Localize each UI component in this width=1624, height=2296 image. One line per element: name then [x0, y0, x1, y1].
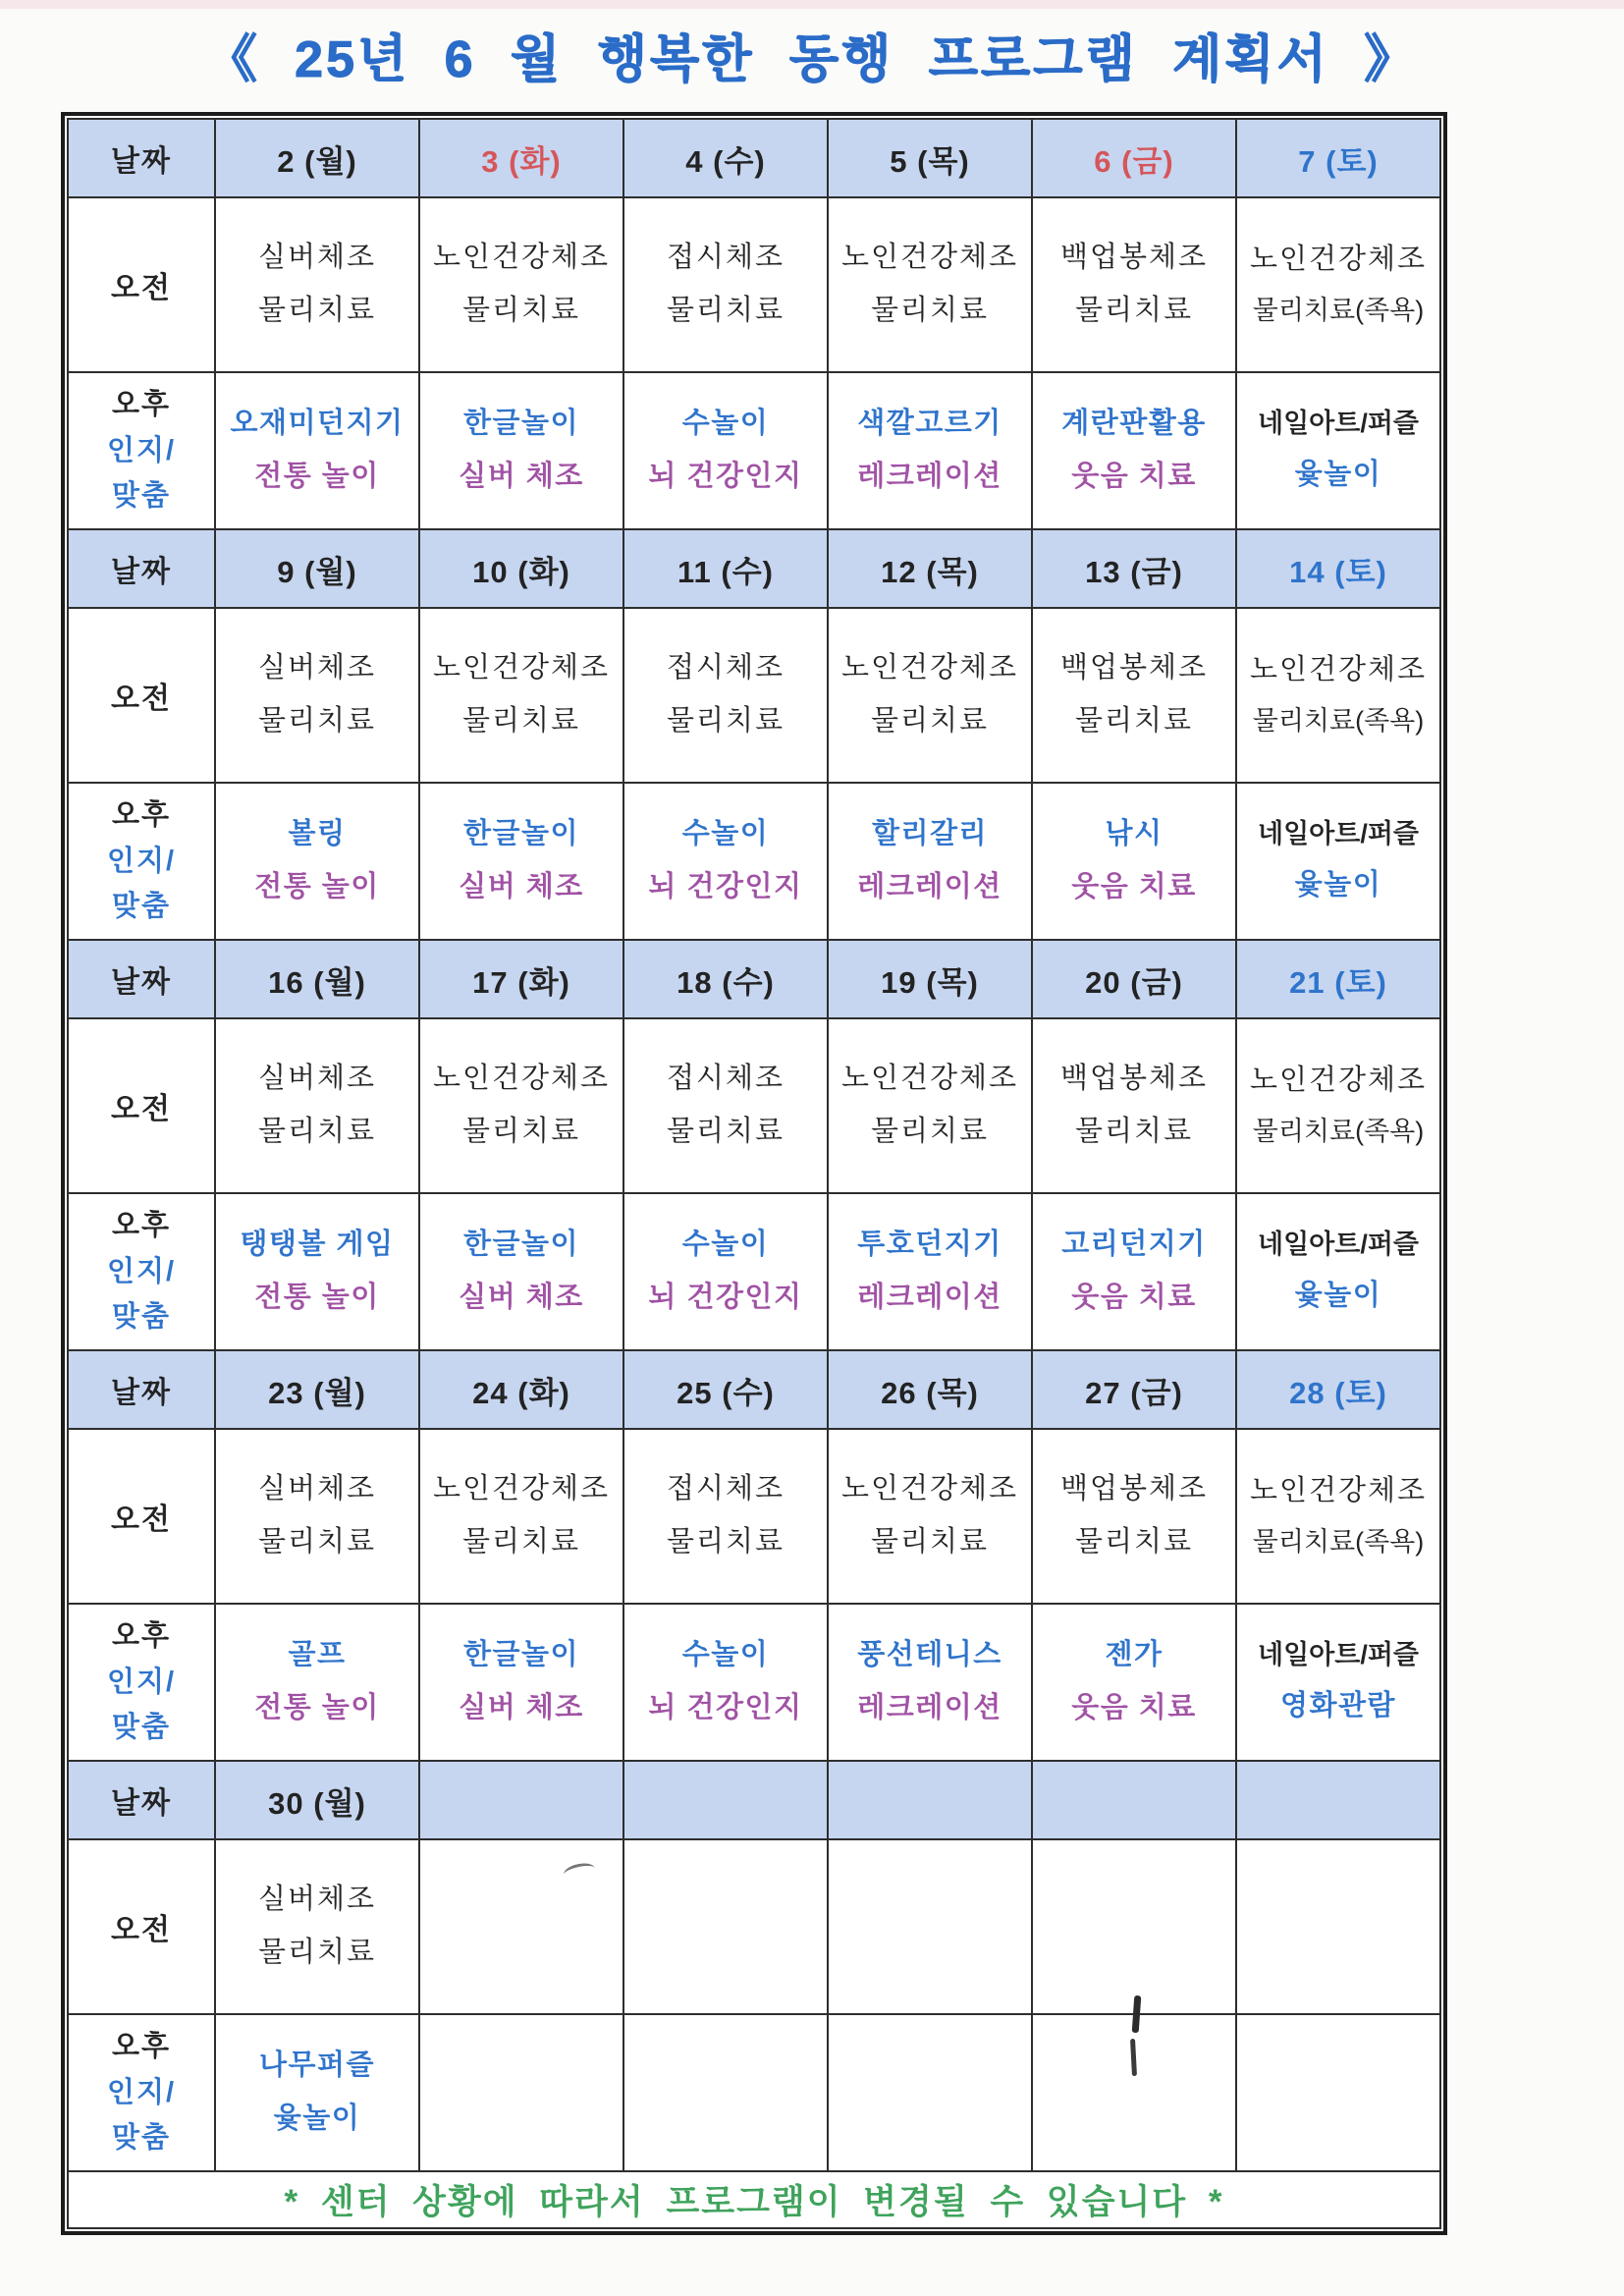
afternoon-row-week-4 — [68, 1604, 1440, 1761]
morning-cell — [215, 608, 419, 783]
afternoon-activity-2: 실버 체조 — [459, 871, 584, 902]
afternoon-cell — [1032, 783, 1236, 940]
schedule-body — [68, 119, 1440, 2171]
afternoon-activity-1: 투호던지기 — [857, 1229, 1002, 1261]
morning-cell — [419, 1429, 623, 1604]
date-row-week-4 — [68, 1350, 1440, 1429]
date-cell: 20 (금) — [1032, 940, 1236, 1018]
afternoon-activity-1: 풍선테니스 — [857, 1639, 1002, 1671]
date-row-label: 날짜 — [68, 940, 215, 1018]
morning-activity: 접시체조 — [666, 1473, 785, 1505]
afternoon-activity-2: 실버 체조 — [459, 461, 584, 492]
date-cell: 2 (월) — [215, 119, 419, 197]
afternoon-cell — [623, 1193, 828, 1350]
morning-cell — [828, 608, 1032, 783]
afternoon-label-line: 맞춤 — [111, 480, 172, 513]
afternoon-activity-1: 한글놀이 — [462, 1229, 580, 1261]
morning-cell — [1032, 197, 1236, 372]
morning-row-week-2 — [68, 608, 1440, 783]
date-cell: 24 (화) — [419, 1350, 623, 1429]
morning-activity: 물리치료 — [1074, 705, 1194, 737]
afternoon-cell — [1236, 2014, 1440, 2171]
morning-activity: 물리치료 — [461, 1116, 581, 1147]
date-cell: 25 (수) — [623, 1350, 828, 1429]
morning-row-week-4 — [68, 1429, 1440, 1604]
date-cell — [623, 1761, 828, 1839]
date-cell: 12 (목) — [828, 529, 1032, 608]
schedule-footer — [68, 2171, 1440, 2228]
date-cell: 19 (목) — [828, 940, 1032, 1018]
morning-cell — [623, 1429, 828, 1604]
schedule-table-wrapper — [61, 112, 1447, 2235]
scan-ink-stroke — [1130, 2039, 1137, 2076]
afternoon-cell — [623, 2014, 828, 2171]
afternoon-activity-2: 뇌 건강인지 — [648, 1692, 803, 1723]
date-cell: 6 (금) — [1032, 119, 1236, 197]
afternoon-activity-1: 오재미던지기 — [230, 408, 405, 440]
morning-cell — [623, 1839, 828, 2014]
afternoon-cell — [215, 783, 419, 940]
afternoon-label-line: 인지/ — [106, 434, 177, 466]
morning-activity: 물리치료 — [666, 1116, 785, 1147]
afternoon-activity-1: 할리갈리 — [871, 818, 989, 850]
date-cell: 11 (수) — [623, 529, 828, 608]
morning-activity: 백업봉체조 — [1059, 652, 1209, 684]
afternoon-cell — [419, 1193, 623, 1350]
morning-activity: 물리치료 — [666, 1526, 785, 1558]
afternoon-activity-2: 전통 놀이 — [254, 1692, 380, 1723]
afternoon-activity-2: 레크레이션 — [857, 1282, 1002, 1313]
date-cell: 13 (금) — [1032, 529, 1236, 608]
afternoon-row-label — [68, 783, 215, 940]
afternoon-activity-1: 계란판활용 — [1061, 408, 1207, 440]
date-cell — [1236, 1761, 1440, 1839]
date-row-label: 날짜 — [68, 1350, 215, 1429]
date-cell: 9 (월) — [215, 529, 419, 608]
morning-activity: 물리치료 — [870, 295, 990, 326]
morning-activity: 물리치료 — [666, 295, 785, 326]
morning-cell — [215, 1429, 419, 1604]
afternoon-activity-2: 실버 체조 — [459, 1692, 584, 1723]
afternoon-activity-1: 나무퍼즐 — [258, 2050, 376, 2082]
morning-cell — [215, 197, 419, 372]
morning-cell — [1236, 608, 1440, 783]
morning-cell — [215, 1018, 419, 1193]
afternoon-cell — [419, 1604, 623, 1761]
afternoon-label-line: 오후 — [111, 1210, 172, 1242]
afternoon-activity-2: 웃음 치료 — [1071, 461, 1197, 492]
morning-cell — [1236, 197, 1440, 372]
afternoon-activity-2: 윷놀이 — [1294, 869, 1382, 902]
afternoon-cell — [828, 372, 1032, 529]
morning-activity: 노인건강체조 — [840, 1473, 1019, 1505]
date-row-label: 날짜 — [68, 119, 215, 197]
morning-activity: 접시체조 — [666, 652, 785, 684]
afternoon-cell — [623, 372, 828, 529]
afternoon-cell — [215, 1193, 419, 1350]
date-cell: 5 (목) — [828, 119, 1032, 197]
afternoon-activity-2: 윷놀이 — [273, 2103, 361, 2134]
afternoon-activity-1: 색깔고르기 — [857, 408, 1002, 440]
afternoon-activity-1: 네일아트/퍼즐 — [1258, 1230, 1419, 1260]
date-row-label: 날짜 — [68, 1761, 215, 1839]
morning-activity: 물리치료 — [461, 295, 581, 326]
morning-activity: 물리치료 — [257, 1116, 377, 1147]
morning-cell — [623, 608, 828, 783]
afternoon-cell — [828, 783, 1032, 940]
afternoon-label-line: 맞춤 — [111, 1712, 172, 1744]
morning-activity: 물리치료 — [1074, 295, 1194, 326]
afternoon-cell — [1032, 372, 1236, 529]
date-cell: 3 (화) — [419, 119, 623, 197]
afternoon-cell — [1032, 1193, 1236, 1350]
afternoon-row-label — [68, 372, 215, 529]
date-cell: 23 (월) — [215, 1350, 419, 1429]
morning-activity: 노인건강체조 — [432, 1473, 611, 1505]
morning-activity: 노인건강체조 — [432, 1063, 611, 1095]
scan-ink-mark — [1129, 1995, 1143, 2078]
morning-cell — [215, 1839, 419, 2014]
morning-activity: 물리치료 — [461, 1526, 581, 1558]
afternoon-activity-1: 고리던지기 — [1061, 1229, 1207, 1261]
date-cell — [828, 1761, 1032, 1839]
afternoon-cell — [1236, 1604, 1440, 1761]
morning-activity: 노인건강체조 — [432, 652, 611, 684]
afternoon-activity-1: 젠가 — [1105, 1639, 1164, 1671]
morning-activity: 노인건강체조 — [1249, 1065, 1428, 1097]
morning-cell — [828, 1429, 1032, 1604]
morning-row-week-5 — [68, 1839, 1440, 2014]
afternoon-cell — [623, 783, 828, 940]
morning-cell — [1032, 1018, 1236, 1193]
morning-activity: 물리치료(족욕) — [1252, 1526, 1425, 1557]
afternoon-cell — [419, 2014, 623, 2171]
afternoon-label-line: 맞춤 — [111, 891, 172, 923]
morning-activity: 물리치료 — [257, 295, 377, 326]
morning-activity: 물리치료(족욕) — [1252, 705, 1425, 736]
morning-activity: 노인건강체조 — [840, 652, 1019, 684]
afternoon-label-line: 오후 — [111, 2031, 172, 2063]
scan-edge-artifact — [0, 0, 1624, 9]
morning-activity: 물리치료 — [870, 1116, 990, 1147]
afternoon-label-line: 인지/ — [106, 1255, 177, 1287]
morning-activity: 노인건강체조 — [840, 242, 1019, 274]
morning-activity: 실버체조 — [257, 1063, 377, 1095]
footer-note: * 센터 상황에 따라서 프로그램이 변경될 수 있습니다 * — [68, 2171, 1440, 2228]
morning-cell — [828, 1839, 1032, 2014]
afternoon-activity-1: 네일아트/퍼즐 — [1258, 819, 1419, 849]
date-cell — [1032, 1761, 1236, 1839]
morning-activity: 백업봉체조 — [1059, 1473, 1209, 1505]
afternoon-activity-1: 수놀이 — [681, 818, 770, 850]
afternoon-activity-2: 전통 놀이 — [254, 1282, 380, 1313]
date-cell: 16 (월) — [215, 940, 419, 1018]
date-cell: 21 (토) — [1236, 940, 1440, 1018]
afternoon-activity-2: 뇌 건강인지 — [648, 871, 803, 902]
date-row-week-5 — [68, 1761, 1440, 1839]
afternoon-activity-2: 전통 놀이 — [254, 461, 380, 492]
morning-activity: 물리치료 — [870, 1526, 990, 1558]
morning-activity: 백업봉체조 — [1059, 1063, 1209, 1095]
morning-activity: 물리치료(족욕) — [1252, 1116, 1425, 1146]
morning-row-label: 오전 — [68, 1018, 215, 1193]
morning-activity: 접시체조 — [666, 1063, 785, 1095]
afternoon-activity-2: 레크레이션 — [857, 871, 1002, 902]
afternoon-activity-2: 윷놀이 — [1294, 459, 1382, 491]
date-cell: 28 (토) — [1236, 1350, 1440, 1429]
morning-activity: 물리치료 — [870, 705, 990, 737]
morning-activity: 백업봉체조 — [1059, 242, 1209, 274]
afternoon-label-line: 인지/ — [106, 845, 177, 877]
afternoon-row-week-3 — [68, 1193, 1440, 1350]
morning-cell — [1236, 1018, 1440, 1193]
afternoon-row-week-1 — [68, 372, 1440, 529]
afternoon-activity-1: 수놀이 — [681, 408, 770, 440]
morning-activity: 물리치료 — [1074, 1526, 1194, 1558]
morning-cell — [1236, 1429, 1440, 1604]
afternoon-activity-1: 볼링 — [288, 818, 347, 850]
afternoon-cell — [1236, 783, 1440, 940]
date-cell: 27 (금) — [1032, 1350, 1236, 1429]
date-cell: 17 (화) — [419, 940, 623, 1018]
scan-ink-stroke — [1132, 1995, 1142, 2033]
morning-activity: 노인건강체조 — [1249, 654, 1428, 686]
morning-activity: 노인건강체조 — [432, 242, 611, 274]
date-row-label: 날짜 — [68, 529, 215, 608]
afternoon-cell — [623, 1604, 828, 1761]
afternoon-label-line: 오후 — [111, 1620, 172, 1653]
date-cell: 26 (목) — [828, 1350, 1032, 1429]
morning-row-label: 오전 — [68, 1839, 215, 2014]
morning-row-label: 오전 — [68, 197, 215, 372]
morning-activity: 실버체조 — [257, 652, 377, 684]
schedule-table — [67, 118, 1441, 2229]
afternoon-cell — [1032, 1604, 1236, 1761]
date-row-week-1 — [68, 119, 1440, 197]
morning-cell — [623, 1018, 828, 1193]
morning-activity: 실버체조 — [257, 242, 377, 274]
morning-activity: 접시체조 — [666, 242, 785, 274]
afternoon-label-line: 오후 — [111, 389, 172, 421]
afternoon-activity-2: 웃음 치료 — [1071, 871, 1197, 902]
afternoon-cell — [419, 783, 623, 940]
morning-cell — [828, 197, 1032, 372]
morning-cell — [1236, 1839, 1440, 2014]
morning-cell — [828, 1018, 1032, 1193]
afternoon-activity-1: 낚시 — [1105, 818, 1164, 850]
morning-cell — [623, 197, 828, 372]
afternoon-activity-1: 네일아트/퍼즐 — [1258, 409, 1419, 439]
date-cell: 4 (수) — [623, 119, 828, 197]
afternoon-cell — [828, 2014, 1032, 2171]
morning-activity: 노인건강체조 — [1249, 244, 1428, 276]
date-row-week-2 — [68, 529, 1440, 608]
morning-activity: 물리치료 — [461, 705, 581, 737]
afternoon-activity-2: 영화관람 — [1279, 1690, 1397, 1722]
afternoon-cell — [1236, 372, 1440, 529]
morning-cell — [419, 197, 623, 372]
date-cell: 18 (수) — [623, 940, 828, 1018]
afternoon-cell — [1236, 1193, 1440, 1350]
morning-activity: 물리치료 — [257, 1937, 377, 1968]
morning-activity: 물리치료(족욕) — [1252, 295, 1425, 325]
morning-row-label: 오전 — [68, 608, 215, 783]
afternoon-activity-2: 웃음 치료 — [1071, 1282, 1197, 1313]
morning-activity: 물리치료 — [1074, 1116, 1194, 1147]
morning-cell — [1032, 1429, 1236, 1604]
afternoon-activity-1: 네일아트/퍼즐 — [1258, 1640, 1419, 1670]
afternoon-label-line: 오후 — [111, 799, 172, 832]
morning-activity: 물리치료 — [257, 705, 377, 737]
afternoon-activity-1: 탱탱볼 게임 — [240, 1229, 395, 1261]
afternoon-label-line: 맞춤 — [111, 1301, 172, 1334]
morning-cell — [1032, 608, 1236, 783]
date-cell — [419, 1761, 623, 1839]
afternoon-row-label — [68, 1193, 215, 1350]
date-row-week-3 — [68, 940, 1440, 1018]
afternoon-activity-2: 뇌 건강인지 — [648, 1282, 803, 1313]
page-title: 《 25년 6 월 행복한 동행 프로그램 계획서 》 — [205, 31, 1419, 88]
afternoon-label-line: 맞춤 — [111, 2122, 172, 2155]
morning-activity: 노인건강체조 — [840, 1063, 1019, 1095]
afternoon-activity-2: 웃음 치료 — [1071, 1692, 1197, 1723]
afternoon-label-line: 인지/ — [106, 1666, 177, 1698]
afternoon-activity-1: 한글놀이 — [462, 818, 580, 850]
afternoon-activity-1: 수놀이 — [681, 1229, 770, 1261]
afternoon-cell — [419, 372, 623, 529]
afternoon-activity-2: 레크레이션 — [857, 1692, 1002, 1723]
afternoon-cell — [828, 1193, 1032, 1350]
afternoon-activity-2: 실버 체조 — [459, 1282, 584, 1313]
morning-row-label: 오전 — [68, 1429, 215, 1604]
morning-cell — [419, 1018, 623, 1193]
date-cell: 10 (화) — [419, 529, 623, 608]
morning-row-week-3 — [68, 1018, 1440, 1193]
morning-row-week-1 — [68, 197, 1440, 372]
morning-activity: 실버체조 — [257, 1884, 377, 1916]
afternoon-activity-2: 전통 놀이 — [254, 871, 380, 902]
afternoon-cell — [215, 2014, 419, 2171]
afternoon-row-label — [68, 1604, 215, 1761]
date-cell: 30 (월) — [215, 1761, 419, 1839]
afternoon-activity-2: 레크레이션 — [857, 461, 1002, 492]
afternoon-cell — [215, 372, 419, 529]
afternoon-activity-2: 뇌 건강인지 — [648, 461, 803, 492]
footer-row — [68, 2171, 1440, 2228]
date-cell: 7 (토) — [1236, 119, 1440, 197]
afternoon-row-week-5 — [68, 2014, 1440, 2171]
afternoon-activity-1: 한글놀이 — [462, 1639, 580, 1671]
afternoon-activity-1: 골프 — [288, 1639, 347, 1671]
afternoon-label-line: 인지/ — [106, 2076, 177, 2108]
morning-cell — [1032, 1839, 1236, 2014]
afternoon-activity-1: 한글놀이 — [462, 408, 580, 440]
morning-cell — [419, 608, 623, 783]
morning-activity: 실버체조 — [257, 1473, 377, 1505]
afternoon-row-week-2 — [68, 783, 1440, 940]
afternoon-cell — [215, 1604, 419, 1761]
afternoon-activity-2: 윷놀이 — [1294, 1280, 1382, 1312]
morning-activity: 물리치료 — [666, 705, 785, 737]
date-cell: 14 (토) — [1236, 529, 1440, 608]
afternoon-activity-1: 수놀이 — [681, 1639, 770, 1671]
morning-activity: 물리치료 — [257, 1526, 377, 1558]
morning-activity: 노인건강체조 — [1249, 1475, 1428, 1507]
afternoon-row-label — [68, 2014, 215, 2171]
afternoon-cell — [828, 1604, 1032, 1761]
